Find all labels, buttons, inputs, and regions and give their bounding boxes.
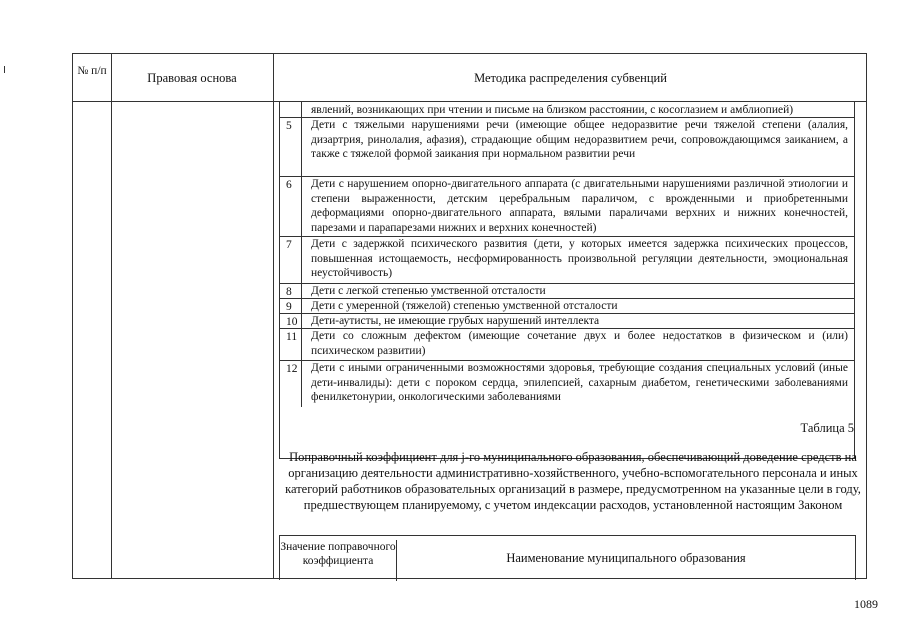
table-row bbox=[280, 118, 854, 177]
column-divider bbox=[111, 54, 112, 578]
row-text: Дети со сложным дефектом (имеющие сочетание двух и более недостатков в физическом и (или) психическом развитии) bbox=[311, 330, 848, 357]
row-text: Дети с умеренной (тяжелой) степенью умственной отсталости bbox=[311, 300, 618, 312]
row-text: Дети с задержкой психического развития (дети, у которых имеется задержка психических процессов, повышенная истощаемость, несформированность произвольной регуляции деятельности, эмоциональная неустойчивость) bbox=[311, 238, 848, 279]
header-num-col: № п/п bbox=[77, 65, 107, 77]
row-text: Дети с нарушением опорно-двигательного аппарата (с двигательными нарушениями различной этиологии и степени выраженности, детским церебральным параличом, с врожденными и приобретенными деформациями опорно-двигательного аппарата, вялыми параличами верхних и нижних конечностей, парезами и парапарезами нижних и верхних конечностей) bbox=[311, 178, 848, 234]
table-row bbox=[280, 329, 854, 361]
table-caption: Поправочный коэффициент для j-го муниципального образования, обеспечивающий доведение средств на организацию деятельности административно-хозяйственного, учебно-вспомогательного персонала и иных категорий работников образовательных организаций в размере, предусмотренном на указанные цели в году, предшествующем планируемому, с учетом индексации расходов, установленной настоящим Законом bbox=[285, 450, 861, 512]
main-table bbox=[72, 53, 867, 579]
row-number: 12 bbox=[280, 361, 302, 407]
table-row bbox=[280, 361, 854, 407]
row-number: 8 bbox=[280, 284, 302, 298]
row-number: 9 bbox=[280, 299, 302, 313]
row-number: 11 bbox=[280, 329, 302, 360]
categories-table bbox=[279, 102, 855, 459]
coefficient-col-header: Значение поправочного коэффициента bbox=[280, 540, 397, 581]
header-basis-col: Правовая основа bbox=[147, 71, 237, 85]
table-row bbox=[280, 177, 854, 237]
column-divider bbox=[273, 54, 274, 578]
row-number: 10 bbox=[280, 314, 302, 328]
header-method-col: Методика распределения субвенций bbox=[474, 71, 667, 85]
row-number: 5 bbox=[280, 118, 302, 176]
row-text: Дети-аутисты, не имеющие грубых нарушений интеллекта bbox=[311, 315, 600, 327]
table-row bbox=[280, 284, 854, 299]
table-row bbox=[280, 237, 854, 284]
municipality-col-header: Наименование муниципального образования bbox=[506, 551, 746, 565]
table-label: Таблица 5 bbox=[800, 421, 854, 435]
row-text: Дети с легкой степенью умственной отсталости bbox=[311, 285, 546, 297]
coefficient-table bbox=[279, 535, 856, 580]
row-text: Дети с тяжелыми нарушениями речи (имеющие общее недоразвитие речи тяжелой степени (алалия, дизартрия, ринолалия, афазия), страдающие общим недоразвитием речи, сопровождающимся заиканием, а также с тяжелой формой заикания при нормальном развитии речи bbox=[311, 119, 848, 160]
row-number bbox=[280, 102, 302, 117]
row-text: явлений, возникающих при чтении и письме на близком расстоянии, с косоглазием и амблиопией) bbox=[311, 104, 794, 116]
table-row bbox=[280, 299, 854, 314]
margin-mark bbox=[4, 66, 5, 73]
row-text: Дети с иными ограниченными возможностями здоровья, требующие создания специальных условий (иные дети-инвалиды): дети с пороком сердца, эпилепсией, сахарным диабетом, генетическими заболеваниями фенилкетонурии, онкологическими заболеваниями bbox=[311, 362, 848, 403]
table-row bbox=[280, 314, 854, 329]
table-row bbox=[280, 102, 854, 118]
row-number: 7 bbox=[280, 237, 302, 283]
page-number: 1089 bbox=[854, 597, 878, 611]
row-number: 6 bbox=[280, 177, 302, 236]
